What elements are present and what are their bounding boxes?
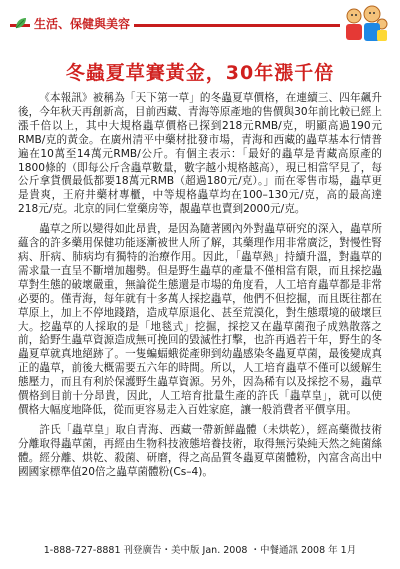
paragraph-1: 《本報訊》被稱為「天下第一草」的冬蟲夏草價格，在連續三、四年飆升後，今年秋天再創新高，目前西藏、青海等原產地的售價與30年前比較已經上漲千倍以上，其中大規格蟲草價格已探到218元RMB/克，明顯高過190元RMB/克的黃金。在廣州清平中藥材批發市場，青海和西藏的蟲草基本行情普遍在10萬至14萬元RMB/公斤。有個主表示：「最好的蟲草是青藏高原產的1800條的（即每公斤含蟲草數量，數字越小規格越高），現已相當罕見了，每公斤拿貨價最低都要18萬元RMB（超過180元/克）。」而在零售市場，蟲草更是貴爽，王府井藥材專櫃，中等規格蟲草均在100–130元/克，高的最高達218元/克。北京的同仁堂藥房等，靚蟲草也賣到2000元/克。 xyxy=(18,92,382,216)
paragraph-2: 蟲草之所以變得如此昂貴，是因為隨著國內外對蟲草研究的深入，蟲草所蘊含的許多藥用保健功能逐漸被世人所了解，其藥理作用非常廣泛，對慢性腎病、肝病、肺病均有獨特的治療作用。因此，「蟲草熱」持續升溫，對蟲草的需求量一直呈不斷增加趨勢。但是野生蟲草的產量不僅相當有限，而且採挖蟲草對生態的破壞嚴重，無論從生態還是市場的角度看，人工培育蟲草都是非常必要的。僅青海，每年就有十多萬人採挖蟲草，他們不但挖掘，而且既往都在草原上，加上不停地踐踏，造成草原退化、甚至荒漠化，對生態環境的破壞巨大。挖蟲草的人採取的是「地毯式」挖掘，採挖又在蟲草菌孢子成熟散落之前，給野生蟲草資源造成無可挽回的毀滅性打擊，也許再過若干年，野生的冬蟲夏草就真地絕跡了。一隻蝙蝠蛾從產卵到幼蟲感染冬蟲夏草菌，最後變成真正的蟲草，前後大概需要五六年的時間。所以，人工培育蟲草不僅可以緩解生態壓力，而且有利於保護野生蟲草資源。另外，因為稀有以及採挖不易，蟲草價格到目前十分昂貴，因此，人工培育批量生產的許氏「蟲草皇」，就可以使價格大幅度地降低，從而更容易走入百姓家庭，讓一般消費者平價享用。 xyxy=(18,223,382,416)
article-title: 冬蟲夏草賽黃金，30年漲千倍 xyxy=(65,62,335,84)
leaf-icon xyxy=(14,16,28,30)
paragraph-3: 許氏「蟲草皇」取自青海、西藏一帶新鮮蟲體（未烘乾），經高藥微技術分離取得蟲草菌，再經由生物科技液態培養技術，取得無污染純天然之純菌絲體。經分離、烘乾、殺菌、研磨，得之高品質冬蟲夏草菌體粉，內富含高出中國國家標準值20倍之蟲草菌體粉(Cs–4)。 xyxy=(18,423,382,478)
section-label: 生活、保健與美容 xyxy=(30,14,134,34)
footer: 1-888-727-8881 刊登廣告・美中版 Jan. 2008 ・中餐通訊 2008 年 1月 xyxy=(43,545,357,556)
cartoon-family-icon xyxy=(340,4,390,44)
header-band xyxy=(0,0,400,40)
article-body xyxy=(18,92,382,485)
